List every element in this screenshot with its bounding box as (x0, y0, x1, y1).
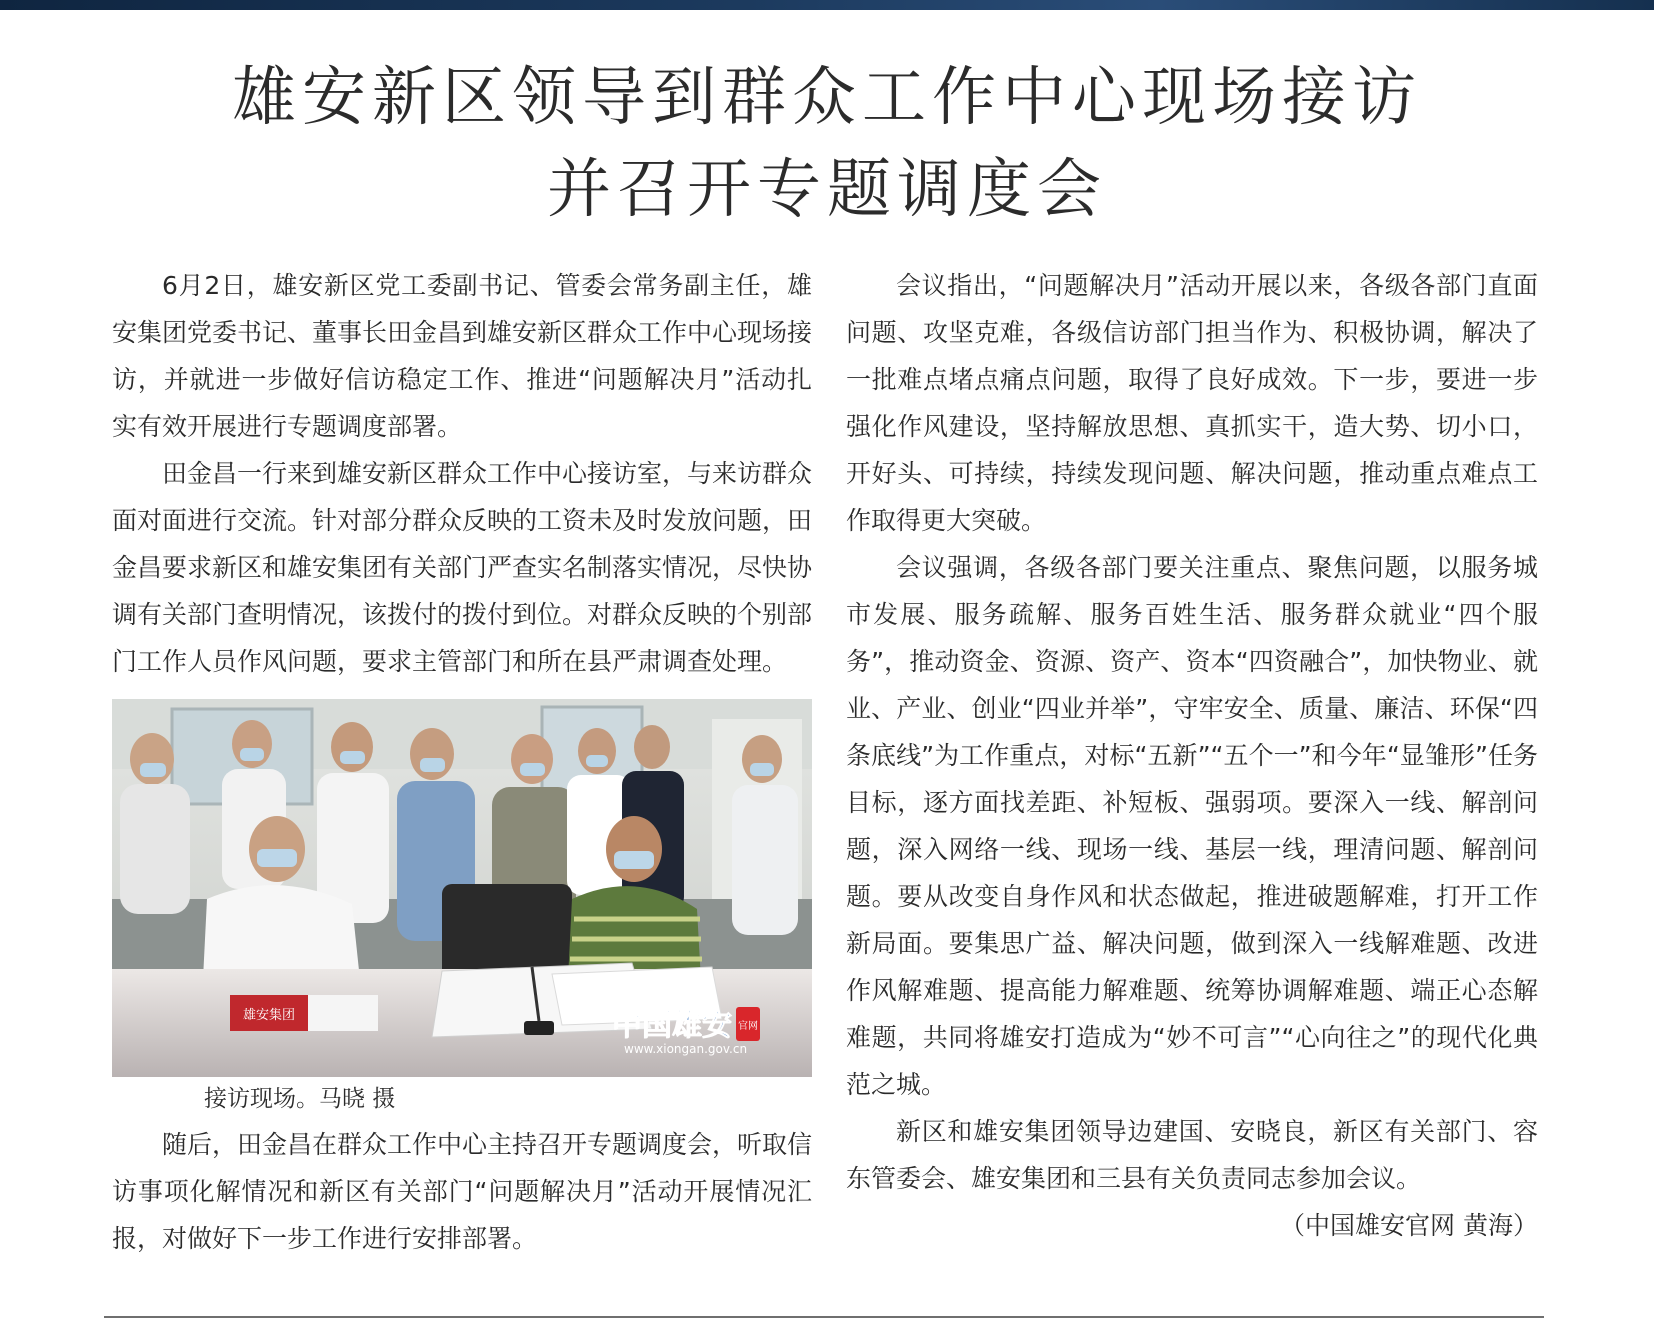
watermark-title: 中国雄安 (612, 1008, 732, 1043)
photo-caption: 接访现场。马晓 摄 (204, 1086, 396, 1112)
site-watermark (612, 1007, 760, 1056)
bottom-divider (104, 1316, 1544, 1318)
watermark-url: www.xiongan.gov.cn (624, 1042, 748, 1056)
article-headline (0, 52, 1654, 236)
paragraph-visit: 田金昌一行来到雄安新区群众工作中心接访室，与来访群众面对面进行交流。针对部分群众反映的工资未及时发放问题，田金昌要求新区和雄安集团有关部门严查实名制落实情况，尽快协调有关部门查明情况，该拨付的拨付到位。对群众反映的个别部门工作人员作风问题，要求主管部门和所在县严肃调查处理。 (112, 459, 813, 676)
headline-line-1: 雄安新区领导到群众工作中心现场接访 (232, 61, 1422, 135)
watermark-seal: 官网 (738, 1021, 758, 1032)
top-banner-bar (0, 0, 1654, 10)
paragraph-meeting: 随后，田金昌在群众工作中心主持召开专题调度会，听取信访事项化解情况和新区有关部门“问题解决月”活动开展情况汇报，对做好下一步工作进行安排部署。 (112, 1130, 813, 1253)
left-column (112, 262, 812, 1262)
paragraph-meeting-emphasis: 会议强调，各级各部门要关注重点、聚焦问题，以服务城市发展、服务疏解、服务百姓生活、服务群众就业“四个服务”，推动资金、资源、资产、资本“四资融合”，加快物业、就业、产业、创业“四业并举”，守牢安全、质量、廉洁、环保“四条底线”为工作重点，对标“五新”“五个一”和今年“显雏形”任务目标，逐方面找差距、补短板、强弱项。要深入一线、解剖问题，深入网络一线、现场一线、基层一线，理清问题、解剖问题。要从改变自身作风和状态做起，推进破题解难，打开工作新局面。要集思广益、解决问题，做到深入一线解难题、改进作风解难题、提高能力解难题、统筹协调解难题、端正心态解难题，共同将雄安打造成为“妙不可言”“心向往之”的现代化典范之城。 (846, 553, 1538, 1099)
reception-scene-image (112, 699, 812, 1077)
desk-sign-text: 雄安集团 (242, 1008, 296, 1023)
paragraph-intro: 6月2日，雄安新区党工委副书记、管委会常务副主任，雄安集团党委书记、董事长田金昌到雄安新区群众工作中心现场接访，并就进一步做好信访稳定工作、推进“问题解决月”活动扎实有效开展进行专题调度部署。 (112, 271, 813, 441)
headline-line-2: 并召开专题调度会 (547, 153, 1107, 227)
paragraph-meeting-points: 会议指出，“问题解决月”活动开展以来，各级各部门直面问题、攻坚克难，各级信访部门担当作为、积极协调，解决了一批难点堵点痛点问题，取得了良好成效。下一步，要进一步强化作风建设，坚持解放思想、真抓实干，造大势、切小口，开好头、可持续，持续发现问题、解决问题，推动重点难点工作取得更大突破。 (846, 271, 1538, 535)
paragraph-attendees: 新区和雄安集团领导边建国、安晓良，新区有关部门、容东管委会、雄安集团和三县有关负责同志参加会议。 (846, 1117, 1538, 1193)
article-byline: （中国雄安官网 黄海） (1280, 1211, 1538, 1240)
right-column (846, 262, 1538, 1249)
news-photo (112, 699, 812, 1077)
